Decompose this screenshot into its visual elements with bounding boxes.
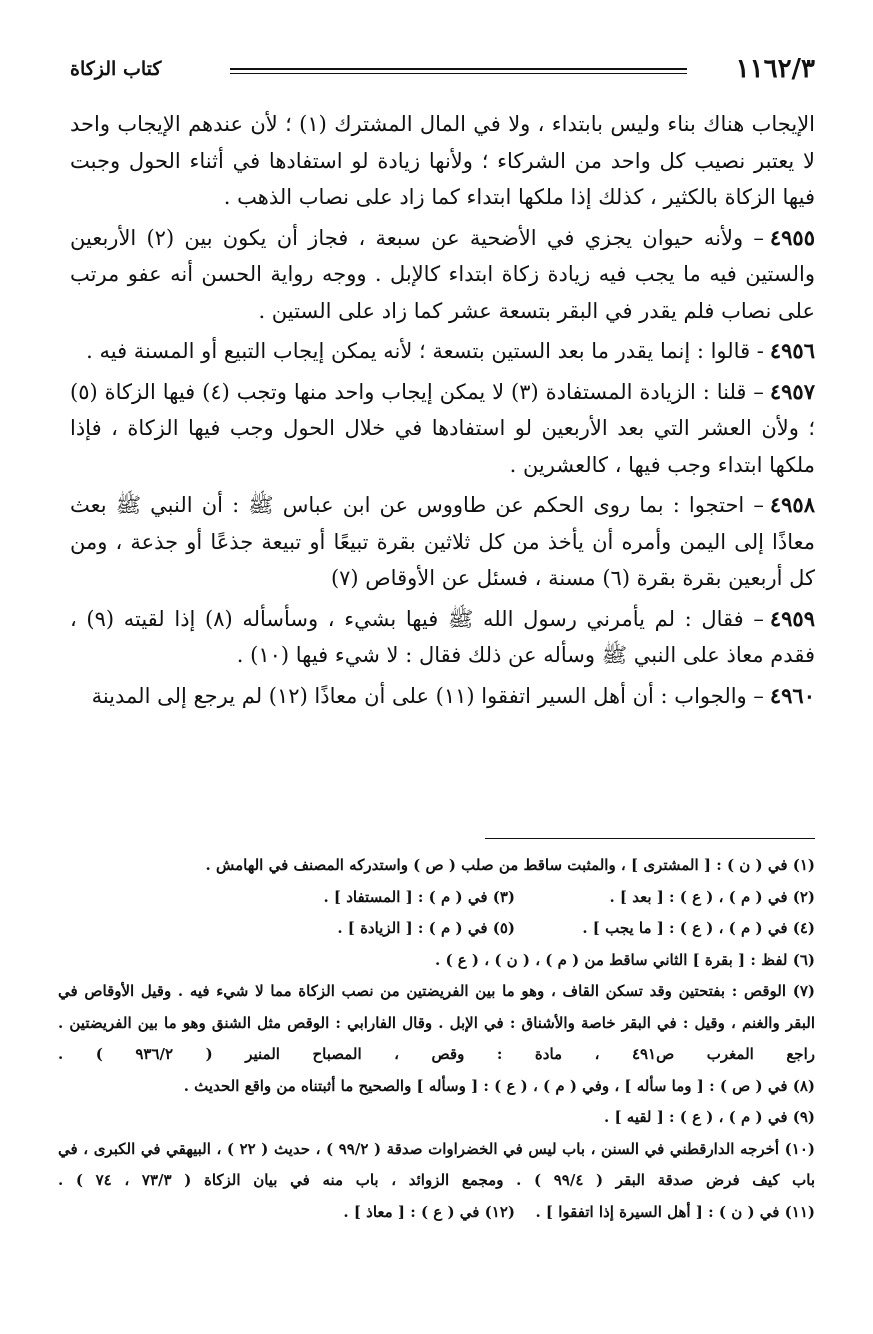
paragraph-text: - قالوا : إنما يقدر ما بعد الستين بتسعة ؛ لأنه يمكن إيجاب التبيع أو المسنة فيه . — [86, 339, 764, 363]
footnote: (٨) في ( ص ) : [ وما سأله ] ، وفي ( م ) ، ( ع ) : [ وسأله ] والصحيح ما أثبتناه من واقع الحديث . — [183, 1076, 815, 1095]
paragraph-number: ٤٩٥٩ — [769, 605, 815, 631]
footnote-separator — [485, 838, 815, 839]
paragraph — [70, 601, 815, 674]
paragraph-text: – والجواب : أن أهل السير اتفقوا (١١) على أن معاذًا (١٢) لم يرجع إلى المدينة — [91, 683, 764, 708]
paragraph-text: الإيجاب هناك بناء وليس بابتداء ، ولا في المال المشترك (١) ؛ لأن عندهم الإيجاب واحد لا يعتبر نصيب كل واحد من الشركاء ؛ ولأنها زيادة لو استفادها في أثناء الحول وجبت فيها الزكاة بالكثير ، كذلك إذا ملكها ابتداء كما زاد على نصاب الذهب . — [70, 112, 816, 209]
paragraph-number: ٤٩٦٠ — [769, 682, 815, 708]
footnote: (١) في ( ن ) : [ المشترى ] ، والمثبت ساقط من صلب ( ص ) واستدركه المصنف في الهامش . — [205, 856, 815, 874]
main-text — [70, 106, 815, 718]
footnote: (٦) لفظ : [ بقرة ] الثاني ساقط من ( م ) ، ( ن ) ، ( ع ) . — [435, 950, 815, 969]
footnote: (١٢) في ( ع ) : [ معاذ ] . — [343, 1202, 515, 1221]
paragraph — [70, 106, 815, 216]
footnote: (٤) في ( م ) ، ( ع ) : [ ما يجب ] . — [582, 919, 815, 937]
paragraph-text: – احتجوا : بما روى الحكم عن طاووس عن ابن عباس ﷺ : أن النبي ﷺ بعث معاذًا إلى اليمن وأمره أن يأخذ من كل ثلاثين بقرة تبيعًا أو تبيعة جذعًا أو جذعة ، ومن كل أربعين بقرة بقرة (٦) مسنة ، فسئل عن الأوقاص (٧) — [70, 493, 815, 590]
footnote: (٩) في ( م ) ، ( ع ) : [ لقيه ] . — [604, 1108, 815, 1126]
footnote: (٢) في ( م ) ، ( ع ) : [ بعد ] . — [609, 887, 815, 906]
paragraph — [70, 678, 815, 715]
footnote-row — [58, 913, 815, 945]
footnote: (٥) في ( م ) : [ الزيادة ] . — [337, 919, 515, 937]
paragraph-text: – فقال : لم يأمرني رسول الله ﷺ فيها بشيء ، وسأسأله (٨) إذا لقيته (٩) ، فقدم معاذ على النبي ﷺ وسأله عن ذلك فقال : لا شيء فيها (١٠) . — [70, 606, 815, 667]
running-title: كتاب الزكاة — [70, 58, 162, 80]
paragraph — [70, 333, 815, 370]
footnote: (١٠) أخرجه الدارقطني في السنن ، باب ليس في الخضراوات صدقة ( ٩٩/٢ ) ، حديث ( ٢٢ ) ، البيهقي في الكبرى ، في باب كيف فرض صدقة البقر ( ٩٩/٤ ) . ومجمع الزوائد ، باب منه في بيان الزكاة ( ٧٣/٣ ، ٧٤ ) . — [58, 1139, 815, 1189]
paragraph-number: ٤٩٥٦ — [769, 338, 815, 363]
footnote-row — [58, 1197, 815, 1229]
paragraph-number: ٤٩٥٥ — [769, 224, 815, 250]
page-header — [70, 52, 815, 92]
footnote-row — [58, 882, 815, 914]
footnotes — [58, 850, 815, 1228]
paragraph-text: – قلنا : الزيادة المستفادة (٣) لا يمكن إيجاب واحد منها وتجب (٤) فيها الزكاة (٥) ؛ ولأن العشر التي بعد الأربعين لو استفادها في خلال الحول وجب فيها الزكاة ، فإذا ملكها ابتداء وجب فيها ، كالعشرين . — [70, 379, 815, 477]
paragraph — [70, 220, 815, 330]
header-rule-thin — [230, 73, 687, 74]
paragraph-number: ٤٩٥٨ — [769, 492, 815, 517]
footnote: (٧) الوقص : بفتحتين وقد تسكن القاف ، وهو ما بين الفريضتين من نصب الزكاة مما لا شيء فيه . وقيل الأوقاص في البقر والغنم ، وقيل : في البقر خاصة والأشناق : في الإبل . وقال الفارابي : الوقص مثل الشنق وهو ما بين الفريضتين . راجع المغرب ص٤٩١ ، مادة : وقص ، المصباح المنير ( ٩٣٦/٢ ) . — [58, 982, 815, 1063]
paragraph — [70, 374, 815, 484]
header-rule — [230, 68, 687, 70]
paragraph-text: – ولأنه حيوان يجزي في الأضحية عن سبعة ، فجاز أن يكون بين (٢) الأربعين والستين فيه ما يجب فيه زيادة زكاة ابتداء كالإبل . ووجه رواية الحسن أنه عفو مرتب على نصاب فلم يقدر في البقر بتسعة عشر كما زاد على الستين . — [70, 225, 815, 323]
footnote: (٣) في ( م ) : [ المستفاد ] . — [323, 887, 515, 906]
page-number: ١١٦٢/٣ — [735, 54, 815, 84]
paragraph — [70, 487, 815, 597]
paragraph-number: ٤٩٥٧ — [769, 378, 815, 404]
footnote: (١١) في ( ن ) : [ أهل السيرة إذا اتفقوا ] . — [535, 1202, 815, 1221]
